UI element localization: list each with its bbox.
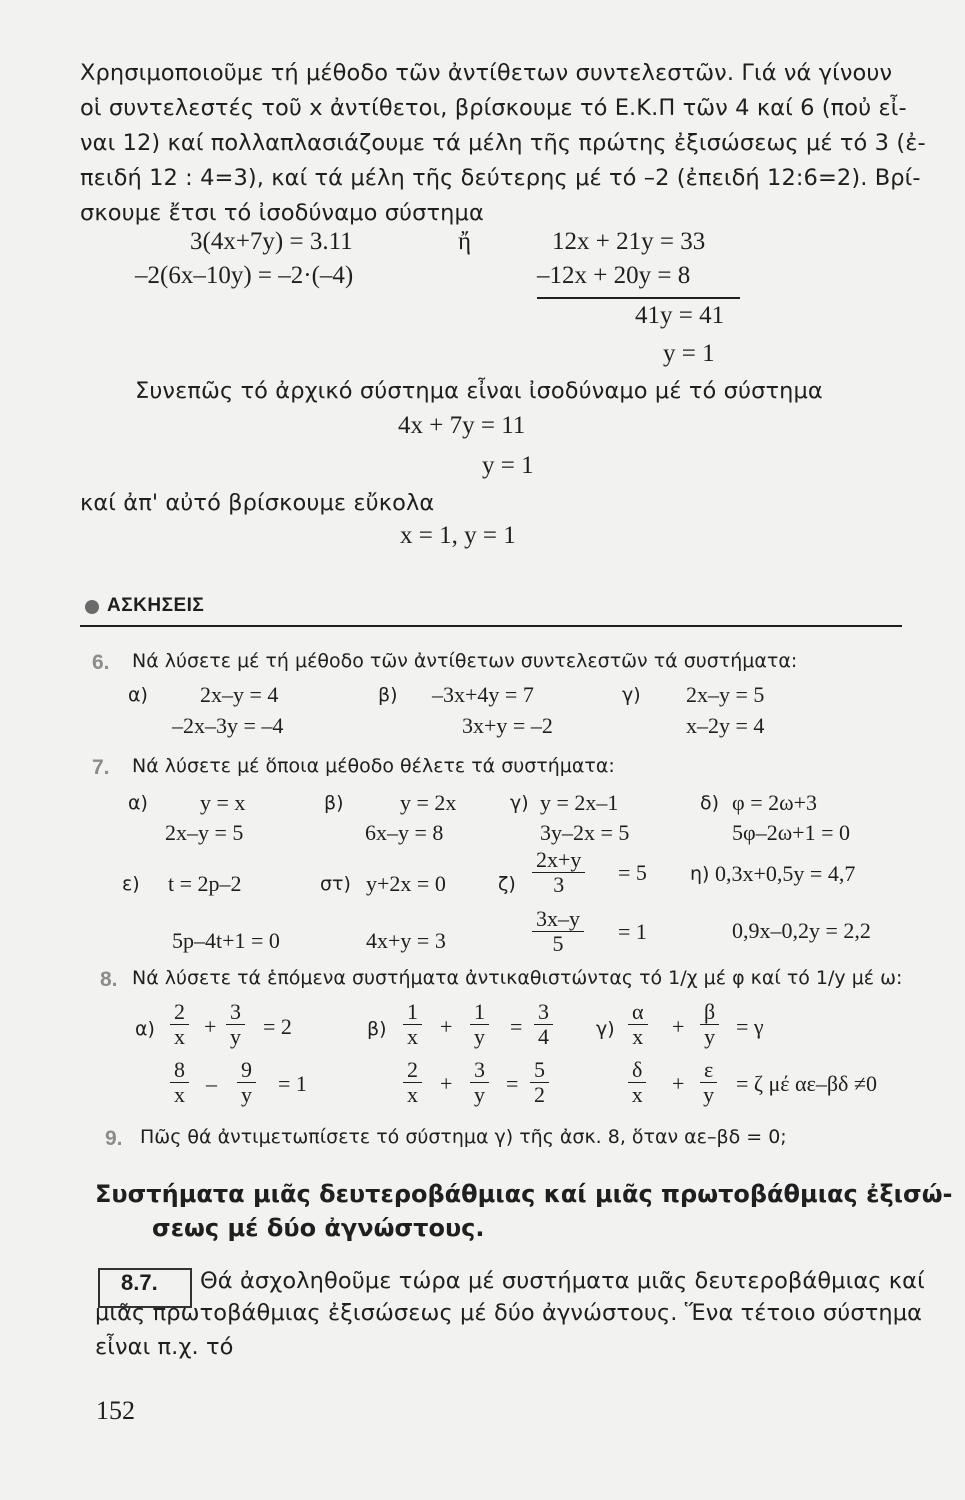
intro-line-1: Χρησιμοποιοῦμε τή μέθοδο τῶν ἀντίθετων συντελεστῶν. Γιά νά γίνουν [80, 60, 893, 86]
den: 2 [534, 1082, 545, 1107]
op-plus: + [672, 1014, 685, 1039]
den: y [241, 1082, 252, 1107]
ex6-a-eq1: 2x–y = 4 [200, 682, 279, 707]
ex6-b-label: β) [378, 684, 398, 706]
section-number: 8.7. [121, 1270, 158, 1295]
ex8-b-label: β) [367, 1018, 387, 1040]
num: 3 [226, 1000, 245, 1025]
ex8-a-frac-2 [226, 1000, 245, 1049]
num: 2 [403, 1058, 422, 1083]
ex7-h-eq1: 0,3x+0,5y = 4,7 [715, 861, 856, 886]
num: 3 [534, 1000, 553, 1025]
heading-bullet-icon [85, 600, 99, 614]
ex7-z-denominator-2: 5 [552, 931, 564, 956]
ex7-z-numerator-1: 2x+y [532, 848, 585, 873]
section-para-line-1: Θά ἀσχοληθοῦμε τώρα μέ συστήματα μιᾶς δευτεροβάθμιας καί [200, 1268, 925, 1294]
num: δ [628, 1058, 646, 1083]
ex7-e-eq1: t = 2p–2 [168, 871, 242, 896]
system-sum: 41y = 41 [635, 302, 725, 329]
op-plus: + [440, 1014, 453, 1039]
ex7-st-label: στ) [320, 873, 351, 895]
ex7-z-rhs-1: = 5 [618, 860, 647, 885]
exercise-7-number: 7. [92, 756, 110, 779]
ex8-b-rhs-1: = [510, 1014, 523, 1039]
system-eq-a2: –2(6x–10y) = –2·(–4) [135, 262, 354, 289]
num: 5 [530, 1058, 549, 1083]
ex7-z-numerator-2: 3x–y [532, 907, 584, 932]
system-or: ἤ [458, 228, 472, 255]
ex8-c-rhs-2: = ζ μέ αε–βδ ≠0 [736, 1071, 877, 1096]
ex7-a-label: α) [128, 792, 148, 814]
heading-rule [80, 625, 902, 627]
ex8-a-rhs-1: = 2 [263, 1014, 292, 1039]
system-eq-b2: –12x + 20y = 8 [537, 262, 691, 289]
ex8-a-rhs-2: = 1 [278, 1071, 307, 1096]
section-para-line-2: μιᾶς πρωτοβάθμιας ἐξισώσεως μέ δύο ἀγνώστους. Ἕνα τέτοιο σύστημα [95, 1300, 923, 1326]
exercise-9-text: Πῶς θά ἀντιμετωπίσετε τό σύστημα γ) τῆς ἀσκ. 8, ὅταν αε–βδ = 0; [140, 1126, 787, 1148]
ex8-a-frac-3 [170, 1058, 189, 1107]
num: 9 [237, 1058, 256, 1083]
exercise-7-text: Νά λύσετε μέ ὅποια μέθοδο θέλετε τά συστήματα: [132, 755, 615, 777]
den: y [704, 1024, 716, 1049]
intro-line-3: ναι 12) καί πολλαπλασιάζουμε τά μέλη τῆς πρώτης ἐξισώσεως μέ τό 3 (ἐ- [80, 130, 926, 156]
ex6-c-eq2: x–2y = 4 [686, 713, 765, 738]
num: 1 [403, 1000, 422, 1025]
den: y [474, 1082, 485, 1107]
intro-line-2: οἱ συντελεστές τοῦ x ἀντίθετοι, βρίσκουμε τό Ε.Κ.Π τῶν 4 καί 6 (ποὐ εἶ- [80, 95, 907, 121]
intro-line-5: σκουμε ἔτσι τό ἰσοδύναμο σύστημα [80, 200, 484, 226]
ex6-c-eq1: 2x–y = 5 [686, 682, 765, 707]
section-title-line-2: σεως μέ δύο ἀγνώστους. [152, 1214, 485, 1242]
ex7-c-eq2: 3y–2x = 5 [540, 820, 630, 845]
den: 4 [538, 1024, 549, 1049]
conclusion-eq-2: y = 1 [482, 452, 534, 479]
ex8-a-frac-1 [170, 1000, 189, 1049]
den: x [632, 1024, 644, 1049]
op-plus: + [672, 1071, 685, 1096]
op-equals: = [506, 1071, 519, 1096]
ex7-d-eq1: φ = 2ω+3 [732, 790, 817, 815]
ex7-b-label: β) [324, 792, 344, 814]
ex7-z-denominator-1: 3 [553, 872, 565, 897]
ex7-d-eq2: 5φ–2ω+1 = 0 [732, 820, 850, 845]
ex6-b-eq1: –3x+4y = 7 [432, 682, 534, 707]
num: β [700, 1000, 719, 1025]
conclusion-result: x = 1, y = 1 [400, 522, 516, 549]
den: y [230, 1024, 241, 1049]
ex7-c-eq1: y = 2x–1 [540, 790, 619, 815]
ex8-a-label: α) [135, 1018, 155, 1040]
exercise-6-text: Νά λύσετε μέ τή μέθοδο τῶν ἀντίθετων συντελεστῶν τά συστήματα: [132, 650, 798, 672]
num: α [628, 1000, 648, 1025]
ex7-st-eq2: 4x+y = 3 [366, 928, 446, 953]
ex7-a-eq2: 2x–y = 5 [165, 820, 244, 845]
num: 3 [470, 1058, 489, 1083]
den: y [703, 1082, 715, 1107]
conclusion-eq-1: 4x + 7y = 11 [398, 412, 526, 439]
num: 8 [170, 1058, 189, 1083]
ex6-a-label: α) [128, 684, 148, 706]
op-plus: + [204, 1014, 217, 1039]
system-eq-a1: 3(4x+7y) = 3.11 [190, 228, 353, 255]
ex7-b-eq2: 6x–y = 8 [365, 820, 444, 845]
section-para-line-3: εἶναι π.χ. τό [95, 1334, 234, 1360]
ex8-b-frac-2 [470, 1000, 489, 1049]
op-minus: – [206, 1071, 217, 1096]
ex8-b-frac-5 [470, 1058, 489, 1107]
ex8-c-rhs-1: = γ [736, 1014, 764, 1039]
ex7-a-eq1: y = x [200, 790, 246, 815]
ex7-st-eq1: y+2x = 0 [366, 871, 446, 896]
num: 2 [170, 1000, 189, 1025]
ex8-c-frac-2 [700, 1000, 719, 1049]
ex8-b-frac-3 [534, 1000, 553, 1049]
page-number: 152 [96, 1396, 135, 1425]
exercise-9-number: 9. [105, 1127, 123, 1150]
ex6-c-label: γ) [622, 684, 641, 706]
op-plus: + [440, 1071, 453, 1096]
ex8-b-frac-4 [403, 1058, 422, 1107]
num: ε [700, 1058, 717, 1083]
ex7-z-label: ζ) [498, 873, 516, 895]
ex6-a-eq2: –2x–3y = –4 [172, 713, 284, 738]
exercise-8-number: 8. [100, 968, 118, 991]
den: x [631, 1082, 643, 1107]
ex8-c-frac-1 [628, 1000, 648, 1049]
ex7-b-eq1: y = 2x [400, 790, 457, 815]
den: x [174, 1024, 185, 1049]
ex8-c-frac-3 [628, 1058, 646, 1107]
ex8-c-frac-4 [700, 1058, 717, 1107]
ex7-h-label: η) [690, 863, 710, 885]
ex7-e-label: ε) [122, 873, 140, 895]
den: x [174, 1082, 185, 1107]
sum-line [537, 297, 740, 299]
conclusion-text-2: καί ἀπ' αὐτό βρίσκουμε εὔκολα [80, 490, 435, 516]
exercise-6-number: 6. [92, 651, 110, 674]
section-title-line-1: Συστήματα μιᾶς δευτεροβάθμιας καί μιᾶς πρωτοβάθμιας ἐξισώ- [95, 1180, 953, 1208]
num: 1 [470, 1000, 489, 1025]
ex8-b-frac-1 [403, 1000, 422, 1049]
ex7-c-label: γ) [510, 792, 529, 814]
den: y [474, 1024, 485, 1049]
system-y: y = 1 [663, 340, 715, 367]
ex7-z-rhs-2: = 1 [618, 919, 647, 944]
ex8-c-label: γ) [596, 1018, 615, 1040]
exercise-8-text: Νά λύσετε τά ἑπόμενα συστήματα ἀντικαθιστώντας τό 1/χ μέ φ καί τό 1/y μέ ω: [132, 967, 903, 989]
ex7-z-fraction-2 [532, 907, 584, 956]
system-eq-b1: 12x + 21y = 33 [552, 228, 706, 255]
ex7-h-eq2: 0,9x–0,2y = 2,2 [732, 918, 871, 943]
den: x [407, 1082, 418, 1107]
ex8-b-frac-6 [530, 1058, 549, 1107]
ex7-d-label: δ) [700, 792, 720, 814]
intro-line-4: πειδή 12 : 4=3), καί τά μέλη τῆς δεύτερης μέ τό –2 (ἐπειδή 12:6=2). Βρί- [80, 165, 921, 191]
conclusion-text: Συνεπῶς τό ἀρχικό σύστημα εἶναι ἰσοδύναμο μέ τό σύστημα [135, 378, 823, 404]
den: x [407, 1024, 418, 1049]
ex6-b-eq2: 3x+y = –2 [462, 713, 553, 738]
ex7-z-fraction-1 [532, 848, 585, 897]
exercises-heading: ΑΣΚΗΣΕΙΣ [107, 595, 205, 616]
ex7-e-eq2: 5p–4t+1 = 0 [172, 928, 280, 953]
ex8-a-frac-4 [237, 1058, 256, 1107]
